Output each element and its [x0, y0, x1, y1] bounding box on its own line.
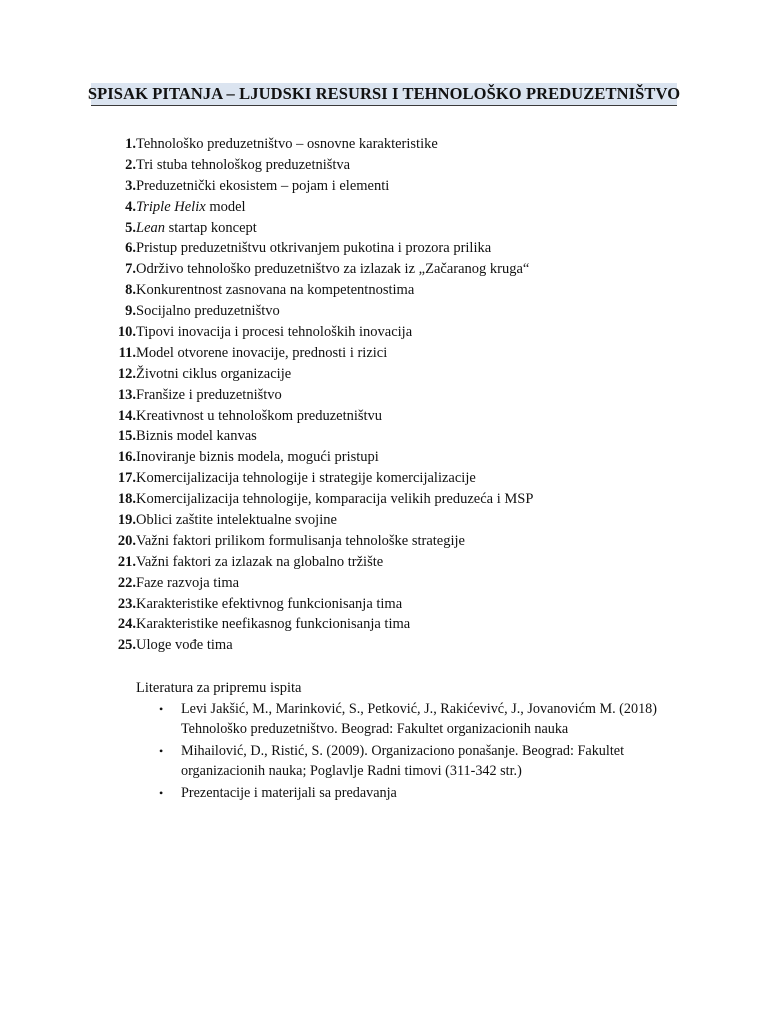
- question-text: Održivo tehnološko preduzetništvo za izlazak iz „Začaranog kruga“: [136, 261, 530, 278]
- question-italic-term: Lean: [136, 219, 165, 236]
- question-text-rest: startap koncept: [165, 219, 257, 236]
- question-item: [107, 531, 533, 552]
- literature-section: [136, 677, 657, 805]
- question-number: 15.: [117, 428, 136, 445]
- question-item: [107, 385, 533, 406]
- question-number: 19.: [117, 511, 136, 528]
- question-item: [107, 468, 533, 489]
- question-item: [107, 573, 533, 594]
- literature-line: Mihailović, D., Ristić, S. (2009). Organizaciono ponašanje. Beograd: Fakultet: [181, 743, 625, 759]
- document-title-bar: [87, 83, 681, 106]
- question-text: Preduzetnički ekosistem – pojam i elementi: [136, 177, 390, 194]
- question-text: Oblici zaštite intelektualne svojine: [136, 511, 337, 528]
- question-number: 2.: [125, 156, 136, 173]
- bullet-icon: •: [159, 786, 164, 800]
- question-text: Faze razvoja tima: [136, 574, 240, 591]
- question-number: 21.: [117, 553, 136, 570]
- question-item: [107, 447, 533, 468]
- question-item: [107, 406, 533, 427]
- question-text: Komercijalizacija tehnologije i strategije komercijalizacije: [136, 470, 476, 487]
- question-number: 10.: [117, 323, 136, 340]
- question-number: 17.: [117, 470, 136, 487]
- question-text: Životni ciklus organizacije: [136, 365, 292, 382]
- question-text: Konkurentnost zasnovana na kompetentnostima: [136, 282, 415, 299]
- bullet-icon: •: [159, 702, 164, 716]
- question-item: [107, 197, 533, 218]
- question-number: 24.: [117, 616, 136, 633]
- question-item: [107, 134, 533, 155]
- question-number: 23.: [117, 595, 136, 612]
- question-number: 14.: [117, 407, 136, 424]
- question-item: [107, 155, 533, 176]
- question-item: [107, 489, 533, 510]
- literature-item: [136, 783, 657, 803]
- question-text: Franšize i preduzetništvo: [136, 386, 282, 403]
- question-number: 20.: [117, 532, 136, 549]
- question-item: [107, 635, 533, 656]
- question-text: Kreativnost u tehnološkom preduzetništvu: [136, 407, 383, 424]
- question-text: Socijalno preduzetništvo: [136, 303, 280, 320]
- question-item: [107, 426, 533, 447]
- question-number: 6.: [125, 240, 136, 257]
- question-number: 9.: [125, 303, 136, 320]
- question-number: 11.: [118, 344, 136, 361]
- question-item: [107, 510, 533, 531]
- question-text: Važni faktori za izlazak na globalno tržište: [136, 553, 384, 570]
- question-number: 3.: [125, 177, 136, 194]
- literature-item: [136, 699, 657, 739]
- question-item: [107, 614, 533, 635]
- question-text: [136, 220, 257, 237]
- question-number: 1.: [125, 135, 136, 152]
- bullet-icon: •: [159, 744, 164, 758]
- question-item: [107, 218, 533, 239]
- literature-item: [136, 741, 657, 781]
- literature-line: Tehnološko preduzetništvo. Beograd: Fakultet organizacionih nauka: [181, 721, 569, 737]
- question-text: Važni faktori prilikom formulisanja tehnološke strategije: [136, 532, 465, 549]
- question-number: 25.: [117, 637, 136, 654]
- question-number: 13.: [117, 386, 136, 403]
- question-number: 7.: [125, 261, 136, 278]
- question-italic-term: Triple Helix: [136, 198, 206, 215]
- question-item: [107, 238, 533, 259]
- question-number: 8.: [125, 282, 136, 299]
- question-item: [107, 594, 533, 615]
- question-text: [136, 199, 246, 216]
- question-number: 16.: [117, 449, 136, 466]
- literature-line: organizacionih nauka; Poglavlje Radni timovi (311-342 str.): [181, 763, 522, 779]
- question-number: 12.: [117, 365, 136, 382]
- literature-line: Prezentacije i materijali sa predavanja: [181, 785, 397, 801]
- question-text: Inoviranje biznis modela, mogući pristupi: [136, 449, 379, 466]
- question-text: Tehnološko preduzetništvo – osnovne karakteristike: [136, 135, 438, 152]
- question-list: [107, 134, 533, 656]
- question-text: Karakteristike neefikasnog funkcionisanja tima: [136, 616, 411, 633]
- literature-title: Literatura za pripremu ispita: [136, 680, 302, 696]
- literature-line: Levi Jakšić, M., Marinković, S., Petković, J., Rakićevivć, J., Jovanovićm M. (2018): [181, 701, 658, 717]
- question-item: [107, 322, 533, 343]
- question-item: [107, 343, 533, 364]
- literature-list: [136, 699, 657, 803]
- question-text: Uloge vođe tima: [136, 637, 233, 654]
- question-item: [107, 552, 533, 573]
- document-title: SPISAK PITANJA – LJUDSKI RESURSI I TEHNOLOŠKO PREDUZETNIŠTVO: [87, 84, 681, 103]
- question-item: [107, 301, 533, 322]
- question-item: [107, 259, 533, 280]
- question-text: Tipovi inovacija i procesi tehnoloških inovacija: [136, 323, 413, 340]
- question-item: [107, 176, 533, 197]
- question-text: Pristup preduzetništvu otkrivanjem pukotina i prozora prilika: [136, 240, 492, 257]
- question-item: [107, 364, 533, 385]
- question-text: Tri stuba tehnološkog preduzetništva: [136, 156, 351, 173]
- question-item: [107, 280, 533, 301]
- question-number: 18.: [117, 491, 136, 508]
- question-text-rest: model: [205, 198, 246, 215]
- question-number: 4.: [125, 198, 136, 215]
- question-number: 5.: [125, 219, 136, 236]
- question-text: Biznis model kanvas: [136, 428, 257, 445]
- question-text: Karakteristike efektivnog funkcionisanja tima: [136, 595, 403, 612]
- question-text: Model otvorene inovacije, prednosti i rizici: [136, 344, 388, 361]
- question-number: 22.: [117, 574, 136, 591]
- question-text: Komercijalizacija tehnologije, komparacija velikih preduzeća i MSP: [136, 491, 534, 508]
